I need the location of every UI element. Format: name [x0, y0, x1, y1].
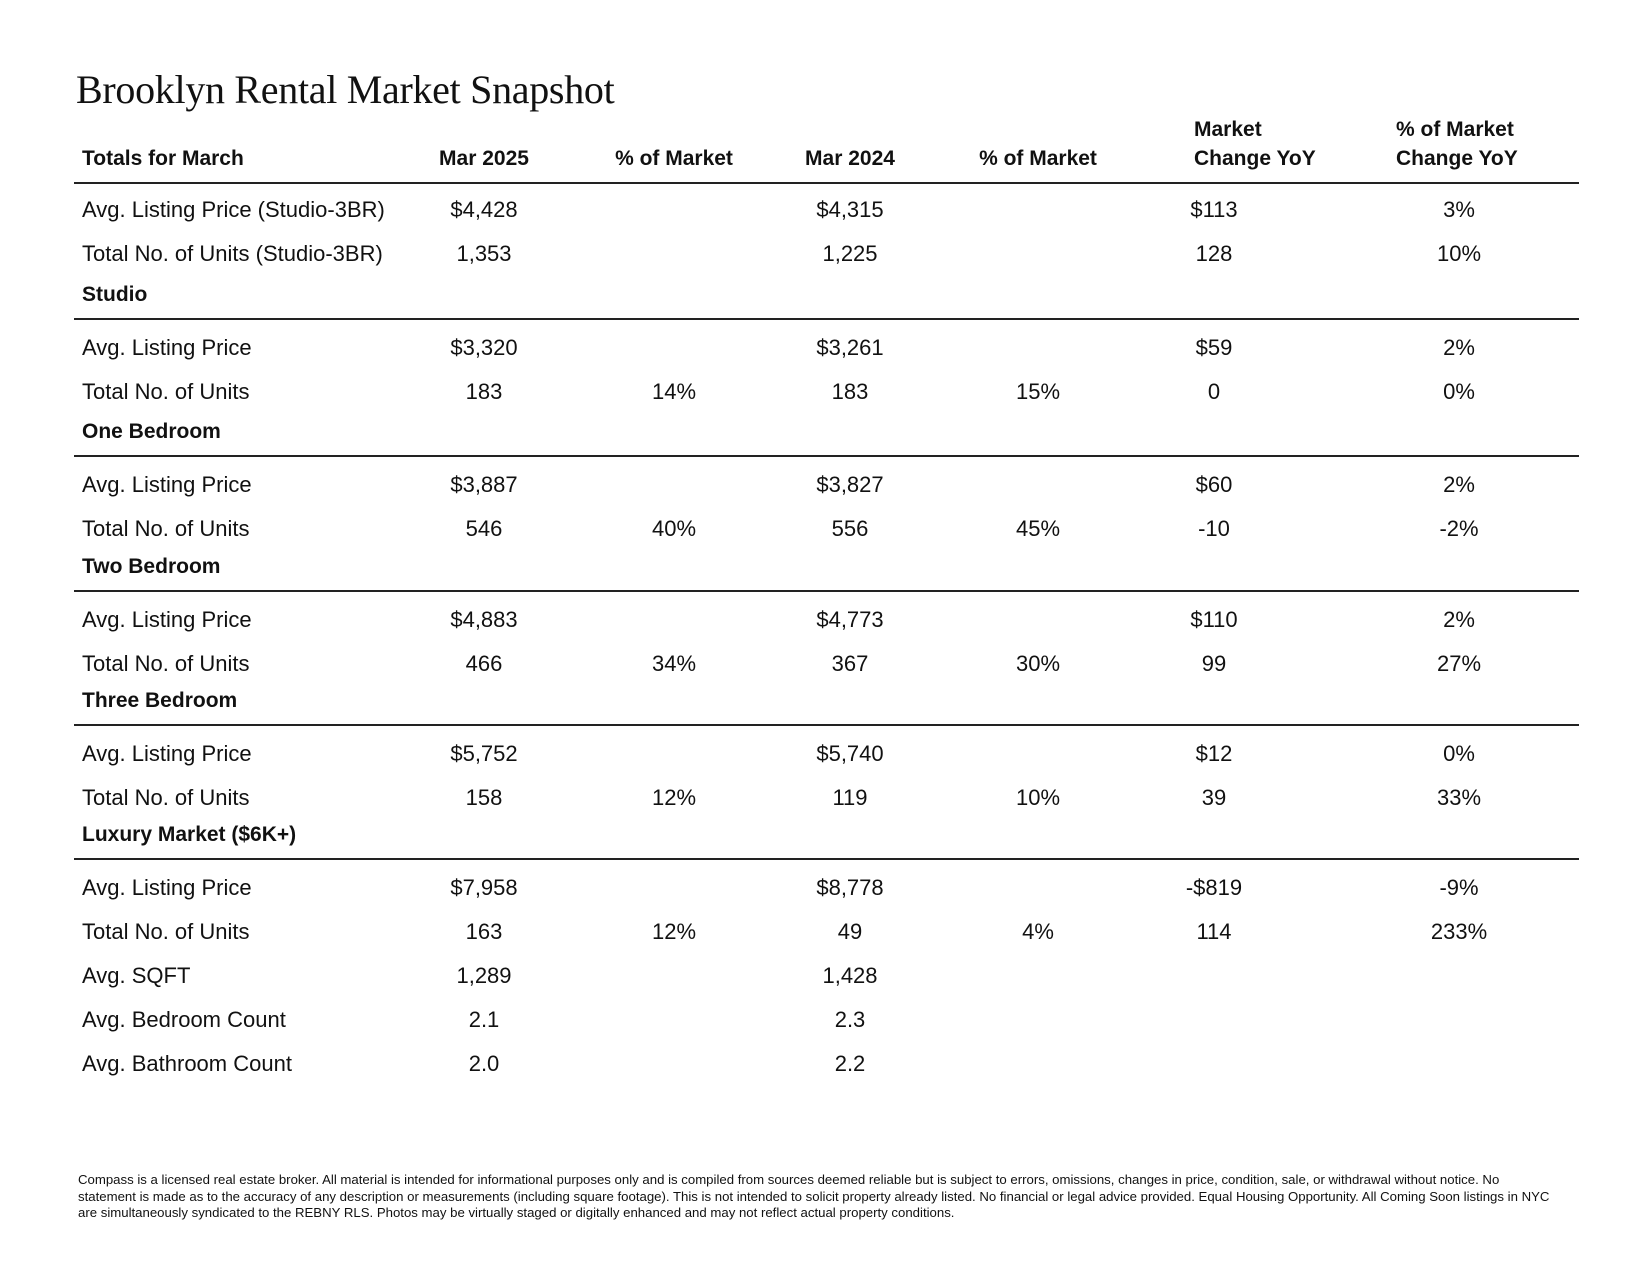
cell-pct-change: 2%	[1443, 472, 1475, 497]
table-row	[74, 958, 1579, 994]
cell-market-change: -10	[1198, 516, 1230, 541]
cell-mar-2024: 367	[831, 651, 869, 676]
table-row	[74, 914, 1579, 950]
cell-mar-2025: 2.0	[468, 1051, 500, 1076]
cell-market-change: -$819	[1185, 875, 1243, 900]
table-row	[74, 467, 1579, 503]
row-label: Avg. Listing Price	[82, 335, 252, 360]
header-pct-change: % of Market Change YoY	[1396, 118, 1518, 170]
cell-pct-change: 0%	[1443, 379, 1475, 404]
cell-mar-2024: $4,315	[816, 197, 884, 222]
cell-mar-2024: $4,773	[816, 607, 884, 632]
cell-mar-2024: 2.2	[834, 1051, 866, 1076]
cell-mar-2025: 183	[465, 379, 503, 404]
cell-mar-2025: 2.1	[468, 1007, 500, 1032]
cell-pct-2024: 4%	[1022, 919, 1054, 944]
table-row	[74, 374, 1579, 410]
page-title: Brooklyn Rental Market Snapshot	[76, 67, 615, 112]
header-market-change: Market Change YoY	[1194, 118, 1316, 170]
cell-mar-2024: 49	[837, 919, 863, 944]
table-row	[74, 192, 1579, 228]
row-label: Total No. of Units	[82, 379, 250, 404]
cell-pct-change: -9%	[1439, 875, 1479, 900]
cell-pct-2025: 40%	[651, 516, 697, 541]
cell-mar-2025: $7,958	[450, 875, 518, 900]
table-row	[74, 780, 1579, 816]
table-row	[74, 511, 1579, 547]
section-divider	[74, 590, 1579, 592]
row-label: Total No. of Units	[82, 785, 250, 810]
row-label: Avg. Listing Price	[82, 741, 252, 766]
cell-mar-2024: 1,225	[822, 241, 878, 266]
section-divider	[74, 858, 1579, 860]
header-pct-2024: % of Market	[979, 147, 1097, 170]
cell-pct-change: -2%	[1439, 516, 1479, 541]
cell-mar-2024: 1,428	[822, 963, 878, 988]
cell-pct-2025: 34%	[651, 651, 697, 676]
cell-mar-2024: $5,740	[816, 741, 884, 766]
cell-market-change: 99	[1201, 651, 1227, 676]
section-title: Three Bedroom	[82, 689, 238, 712]
section-title: Two Bedroom	[82, 555, 221, 578]
cell-pct-2025: 12%	[651, 785, 697, 810]
cell-mar-2025: 158	[465, 785, 503, 810]
cell-mar-2024: 2.3	[834, 1007, 866, 1032]
cell-mar-2025: $3,887	[450, 472, 518, 497]
cell-mar-2025: $3,320	[450, 335, 518, 360]
cell-pct-change: 3%	[1443, 197, 1475, 222]
cell-mar-2024: 119	[832, 785, 868, 810]
cell-pct-change: 33%	[1436, 785, 1482, 810]
cell-pct-change: 10%	[1436, 241, 1482, 266]
cell-market-change: 128	[1195, 241, 1233, 266]
table-row	[74, 602, 1579, 638]
cell-pct-change: 233%	[1430, 919, 1488, 944]
table-row	[74, 330, 1579, 366]
row-label: Avg. Listing Price (Studio-3BR)	[82, 197, 385, 222]
section-divider	[74, 724, 1579, 726]
section-title: Luxury Market ($6K+)	[82, 823, 297, 846]
row-label: Avg. Bathroom Count	[82, 1051, 292, 1076]
cell-market-change: 0	[1207, 379, 1221, 404]
cell-mar-2025: $4,428	[450, 197, 518, 222]
section-title: Studio	[82, 283, 148, 306]
cell-mar-2024: $3,827	[816, 472, 884, 497]
table-row	[74, 1002, 1579, 1038]
cell-market-change: 39	[1201, 785, 1227, 810]
table-row	[74, 870, 1579, 906]
cell-pct-2024: 15%	[1015, 379, 1061, 404]
section-divider	[74, 318, 1579, 320]
header-pct-2025: % of Market	[615, 147, 733, 170]
cell-mar-2025: 466	[465, 651, 503, 676]
cell-mar-2024: 183	[831, 379, 869, 404]
table-row	[74, 736, 1579, 772]
table-row	[74, 236, 1579, 272]
cell-market-change: $60	[1195, 472, 1233, 497]
section-title: One Bedroom	[82, 420, 221, 443]
cell-pct-change: 27%	[1436, 651, 1482, 676]
table-row	[74, 646, 1579, 682]
cell-pct-2024: 30%	[1015, 651, 1061, 676]
table-header	[74, 116, 1579, 181]
cell-mar-2025: 546	[465, 516, 503, 541]
cell-mar-2024: $3,261	[816, 335, 884, 360]
header-divider	[74, 182, 1579, 184]
cell-pct-2024: 45%	[1015, 516, 1061, 541]
cell-mar-2025: 163	[465, 919, 503, 944]
cell-pct-change: 2%	[1443, 335, 1475, 360]
disclaimer: Compass is a licensed real estate broker. All material is intended for informational purposes only and is compiled from sources deemed reliable but is subject to errors, omissions, changes in price, condition, sale, or withdrawal without notice. No statement is made as to the accuracy of any description or measurements (including square footage). This is not intended to solicit property already listed. No financial or legal advice provided. Equal Housing Opportunity. All Coming Soon listings in NYC are simultaneously syndicated to the REBNY RLS. Photos may be virtually staged or digitally enhanced and may not reflect actual property conditions.	[78, 1172, 1550, 1220]
cell-pct-change: 2%	[1443, 607, 1475, 632]
cell-mar-2025: $4,883	[450, 607, 518, 632]
row-label: Avg. Listing Price	[82, 472, 252, 497]
row-label: Avg. Listing Price	[82, 875, 252, 900]
cell-market-change: $12	[1195, 741, 1233, 766]
row-label: Avg. Bedroom Count	[82, 1007, 286, 1032]
row-label: Total No. of Units	[82, 516, 250, 541]
table-row	[74, 1046, 1579, 1082]
section-divider	[74, 455, 1579, 457]
cell-mar-2025: $5,752	[450, 741, 518, 766]
row-label: Avg. SQFT	[82, 963, 191, 988]
cell-market-change: 114	[1196, 919, 1232, 944]
cell-pct-2024: 10%	[1015, 785, 1061, 810]
cell-market-change: $59	[1195, 335, 1233, 360]
row-label: Total No. of Units (Studio-3BR)	[82, 241, 383, 266]
cell-pct-2025: 12%	[651, 919, 697, 944]
cell-market-change: $113	[1190, 197, 1238, 222]
cell-mar-2025: 1,289	[456, 963, 512, 988]
cell-pct-change: 0%	[1443, 741, 1475, 766]
cell-pct-2025: 14%	[651, 379, 697, 404]
header-mar-2025: Mar 2025	[439, 147, 529, 170]
cell-market-change: $110	[1190, 607, 1238, 632]
row-label: Total No. of Units	[82, 651, 250, 676]
row-label: Avg. Listing Price	[82, 607, 252, 632]
header-mar-2024: Mar 2024	[805, 147, 895, 170]
row-label: Total No. of Units	[82, 919, 250, 944]
cell-mar-2024: 556	[831, 516, 869, 541]
header-label: Totals for March	[82, 147, 244, 170]
cell-mar-2024: $8,778	[816, 875, 884, 900]
cell-mar-2025: 1,353	[456, 241, 512, 266]
